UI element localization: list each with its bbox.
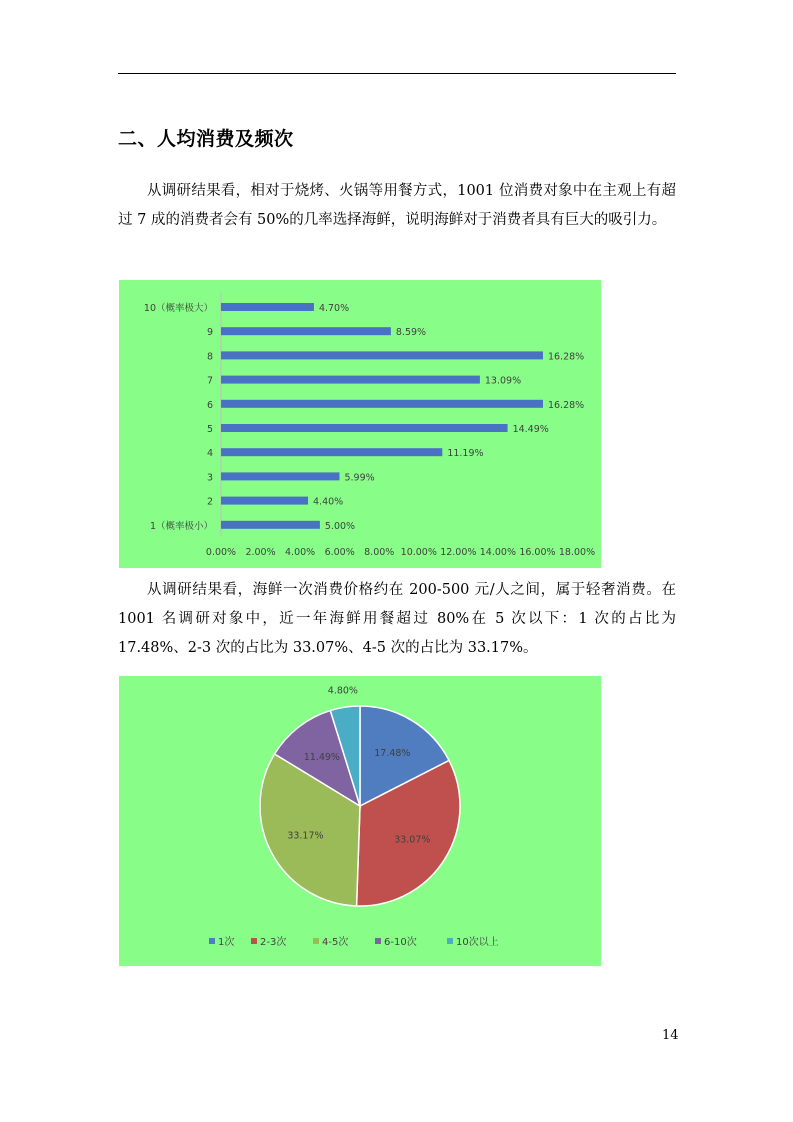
pie-legend-swatch (375, 938, 381, 944)
bar-category-label: 2 (206, 496, 213, 508)
pie-legend-swatch (447, 938, 453, 944)
bar-x-tick-label: 14.00% (479, 547, 517, 558)
bar-category-label: 1（概率极小） (149, 520, 213, 532)
pie-data-label: 33.17% (287, 830, 324, 842)
bar-x-tick-label: 10.00% (400, 547, 437, 558)
bar (221, 472, 339, 480)
bar (221, 351, 543, 359)
section-heading: 二、人均消费及频次 (118, 128, 294, 150)
bar-category-label: 6 (206, 399, 213, 411)
pie-legend-label: 2-3次 (260, 937, 287, 948)
bar-x-tick-label: 4.00% (285, 547, 316, 558)
bar-category-label: 3 (206, 472, 213, 484)
pie-data-label: 17.48% (374, 748, 411, 760)
paragraph-2: 从调研结果看，海鲜一次消费价格约在 200-500 元/人之间，属于轻奢消费。在 1001 名调研对象中，近一年海鲜用餐超过 80%在 5 次以下：1 次的占比为 17.48%、2-3 次的占比为 33.07%、4-5 次的占比为 33.17%。 (118, 582, 676, 656)
bar-data-label: 13.09% (484, 375, 522, 387)
bar-x-tick-label: 16.00% (519, 547, 556, 558)
bar-data-label: 8.59% (395, 327, 427, 339)
bar-data-label: 16.28% (547, 399, 585, 411)
bar-category-label: 5 (206, 424, 213, 435)
pie-legend-label: 6-10次 (384, 937, 417, 948)
bar-x-tick-label: 6.00% (324, 547, 355, 558)
bar-data-label: 5.99% (344, 472, 375, 484)
bar (221, 327, 391, 335)
bar-category-label: 9 (206, 327, 213, 339)
pie-data-label: 4.80% (327, 685, 358, 697)
bar-category-label: 7 (206, 375, 213, 387)
pie-legend-label: 10次以上 (456, 937, 499, 948)
bar-category-label: 10（概率极大） (143, 303, 213, 314)
pie-chart (119, 676, 601, 966)
pie-legend-swatch (251, 938, 257, 944)
pie-data-label: 33.07% (394, 834, 431, 846)
pie-legend-label: 1次 (218, 937, 235, 948)
bar-data-label: 14.49% (512, 424, 549, 435)
bar (221, 448, 442, 456)
bar-chart-svg (119, 280, 601, 568)
bar-category-label: 4 (206, 448, 213, 460)
bar-category-label: 8 (206, 351, 213, 363)
pie-chart-svg (119, 676, 601, 966)
paragraph-1: 从调研结果看，相对于烧烤、火锅等用餐方式，1001 位消费对象中在主观上有超过 7 成的消费者会有 50%的几率选择海鲜，说明海鲜对于消费者具有巨大的吸引力。 (118, 183, 676, 228)
pie-legend-label: 4-5次 (322, 937, 349, 948)
bar-x-tick-label: 18.00% (558, 547, 596, 558)
bar-data-label: 5.00% (324, 520, 356, 532)
bar (221, 400, 543, 408)
header-rule (118, 73, 676, 74)
page-number: 14 (662, 1028, 679, 1043)
bar-data-label: 11.19% (447, 448, 484, 460)
bar (221, 497, 308, 505)
bar-x-tick-label: 0.00% (205, 547, 237, 558)
bar-x-tick-label: 8.00% (364, 547, 395, 558)
bar-data-label: 4.40% (313, 496, 344, 508)
bar-x-tick-label: 2.00% (245, 547, 276, 558)
pie-legend-swatch (209, 938, 215, 944)
pie-legend-swatch (313, 938, 319, 944)
bar-chart (119, 280, 601, 568)
bar (221, 424, 508, 432)
bar-data-label: 16.28% (547, 351, 585, 363)
bar-data-label: 4.70% (318, 303, 350, 314)
bar (221, 376, 480, 384)
pie-data-label: 11.49% (303, 752, 340, 764)
bar (221, 303, 314, 311)
bar-x-tick-label: 12.00% (440, 547, 477, 558)
bar (221, 521, 320, 529)
